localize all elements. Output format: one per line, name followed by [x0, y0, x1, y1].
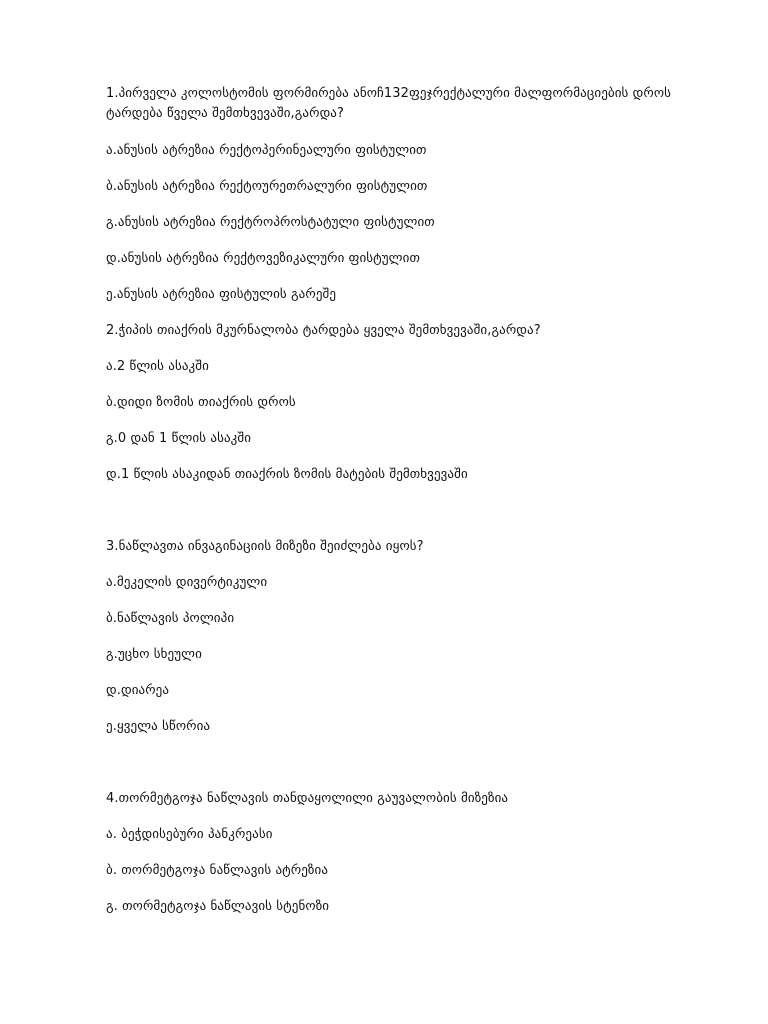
question-1-option-e: ე.ანუსის ატრეზია ფისტულის გარეშე [106, 287, 337, 302]
question-3-option-b: ბ.ნაწლავის პოლიპი [106, 611, 235, 626]
question-1-option-b: ბ.ანუსის ატრეზია რექტოურეთრალური ფისტულით [106, 179, 428, 194]
question-4-option-b: ბ. თორმეტგოჯა ნაწლავის ატრეზია [106, 863, 329, 878]
question-4-option-c: გ. თორმეტგოჯა ნაწლავის სტენოზი [106, 899, 330, 914]
question-4-option-a: ა. ბეჭდისებური პანკრეასი [106, 827, 273, 842]
question-2-option-c: გ.0 დან 1 წლის ასაკში [106, 431, 252, 446]
question-3-text: 3.ნაწლავთა ინვაგინაციის მიზეზი შეიძლება იყოს? [106, 539, 424, 554]
question-1-option-a: ა.ანუსის ატრეზია რექტოპერინეალური ფისტულით [106, 143, 427, 158]
question-3-option-d: დ.დიარეა [106, 683, 170, 698]
question-2-option-d: დ.1 წლის ასაკიდან თიაქრის ზომის მატების შემთხვევაში [106, 467, 468, 482]
question-3-option-a: ა.მეკელის დივერტიკული [106, 575, 268, 590]
question-4-text: 4.თორმეტგოჯა ნაწლავის თანდაყოლილი გაუვალობის მიზეზია [106, 791, 509, 806]
question-2-option-a: ა.2 წლის ასაკში [106, 359, 209, 374]
question-2-text: 2.ჭიპის თიაქრის მკურნალობა ტარდება ყველა შემთხვევაში,გარდა? [106, 323, 541, 338]
question-1-option-c: გ.ანუსის ატრეზია რექტროპროსტატული ფისტულით [106, 215, 435, 230]
question-2-option-b: ბ.დიდი ზომის თიაქრის დროს [106, 395, 296, 410]
question-3-option-e: ე.ყველა სწორია [106, 719, 211, 734]
question-1-option-d: დ.ანუსის ატრეზია რექტოვეზიკალური ფისტულით [106, 251, 420, 266]
question-1-text: 1.პირველა კოლოსტომის ფორმირება ანოჩ132ფეჯრექტალური მალფორმაციების დროს ტარდება წველა შემთხვევაში,გარდა? [106, 86, 672, 121]
question-3-option-c: გ.უცხო სხეული [106, 647, 202, 662]
